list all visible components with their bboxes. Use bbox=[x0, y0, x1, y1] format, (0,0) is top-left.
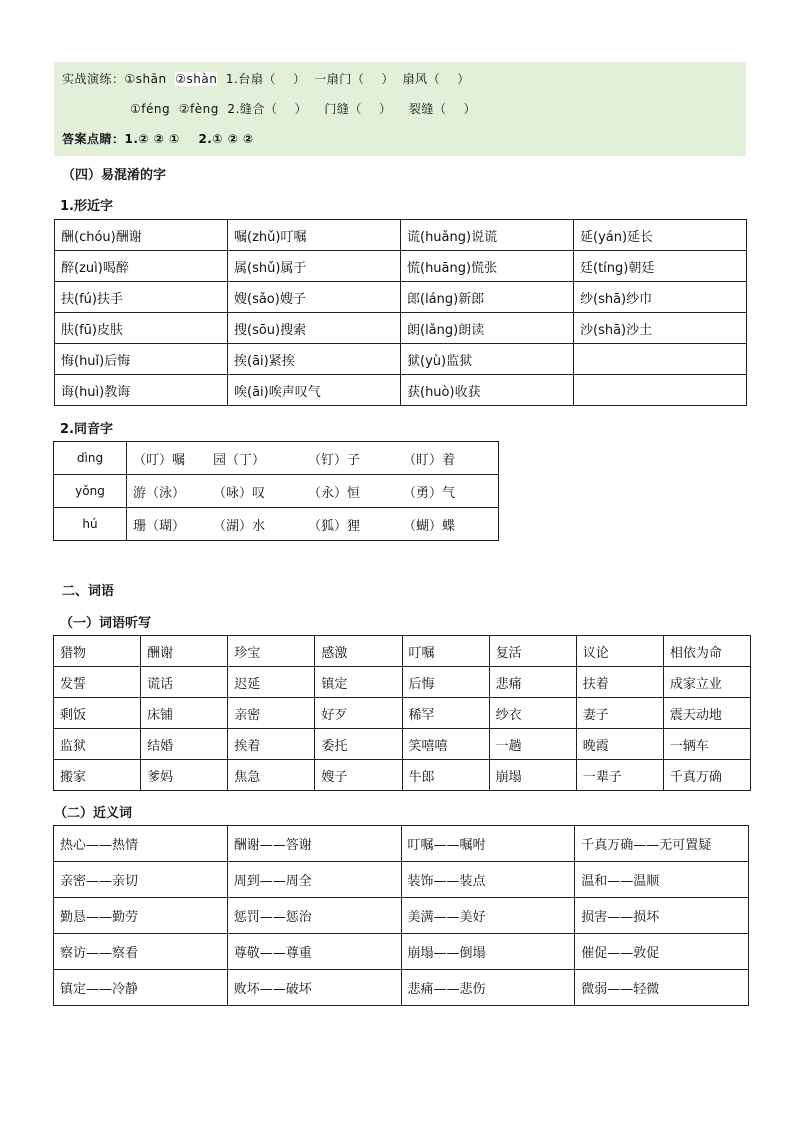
tongyin-words bbox=[127, 442, 499, 475]
tongyin-pinyin: dìng bbox=[54, 442, 127, 475]
tongyin-word: 园（丁） bbox=[213, 452, 266, 468]
tongyin-row bbox=[54, 442, 499, 475]
tingxie-word: 成家立业 bbox=[663, 667, 750, 698]
tingxie-word: 迟延 bbox=[228, 667, 315, 698]
jinyi-pair: 催促——敦促 bbox=[575, 934, 749, 970]
jinyi-pair: 崩塌——倒塌 bbox=[401, 934, 575, 970]
tingxie-word: 挨着 bbox=[228, 729, 315, 760]
practice-line-2-text: ①féng ②fèng 2.缝合（ ） 门缝（ ） 裂缝（ ） bbox=[130, 102, 477, 116]
xingjin-row bbox=[55, 344, 747, 375]
jinyi-pair: 叮嘱——嘱咐 bbox=[401, 826, 575, 862]
jinyi-pair: 千真万确——无可置疑 bbox=[575, 826, 749, 862]
tingxie-word: 嫂子 bbox=[315, 760, 402, 791]
practice-line-1-a: 实战演练：①shān bbox=[62, 72, 176, 86]
xingjin-cell: 谎(huǎng)说谎 bbox=[401, 220, 574, 251]
tingxie-word: 议论 bbox=[576, 636, 663, 667]
tongyin-word: 珊（瑚） bbox=[133, 518, 186, 534]
tingxie-word: 晚霞 bbox=[576, 729, 663, 760]
tingxie-word: 叮嘱 bbox=[402, 636, 489, 667]
tingxie-word: 委托 bbox=[315, 729, 402, 760]
jinyi-pair: 温和——温顺 bbox=[575, 862, 749, 898]
xingjin-cell: 嘱(zhǔ)叮嘱 bbox=[228, 220, 401, 251]
tingxie-word: 搬家 bbox=[54, 760, 141, 791]
jinyi-pair: 镇定——冷静 bbox=[54, 970, 228, 1006]
tingxie-word: 镇定 bbox=[315, 667, 402, 698]
xingjin-cell: 慌(huāng)慌张 bbox=[401, 251, 574, 282]
jinyi-pair: 惩罚——惩治 bbox=[227, 898, 401, 934]
tongyin-pinyin: yǒng bbox=[54, 475, 127, 508]
jinyi-pair: 尊敬——尊重 bbox=[227, 934, 401, 970]
jinyi-pair: 勤恳——勤劳 bbox=[54, 898, 228, 934]
xingjin-cell: 诲(huì)教诲 bbox=[55, 375, 228, 406]
tongyin-word: （咏）叹 bbox=[213, 485, 266, 501]
xingjin-cell: 廷(tíng)朝廷 bbox=[574, 251, 747, 282]
jinyi-pair: 败坏——破坏 bbox=[227, 970, 401, 1006]
tongyin-word: （勇）气 bbox=[403, 485, 456, 501]
tingxie-table bbox=[53, 635, 751, 791]
tongyin-word: （蝴）蝶 bbox=[403, 518, 456, 534]
tingxie-word: 崩塌 bbox=[489, 760, 576, 791]
xingjin-cell: 扶(fú)扶手 bbox=[55, 282, 228, 313]
tongyin-word: （叮）嘱 bbox=[133, 452, 186, 468]
tongyin-words bbox=[127, 475, 499, 508]
practice-line-1-b: 1.台扇（ ） 一扇门（ ） 扇风（ ） bbox=[217, 72, 470, 86]
tingxie-word: 发誓 bbox=[54, 667, 141, 698]
tingxie-word: 笑嘻嘻 bbox=[402, 729, 489, 760]
xingjin-cell: 悔(huǐ)后悔 bbox=[55, 344, 228, 375]
jinyi-pair: 察访——察看 bbox=[54, 934, 228, 970]
xingjin-cell: 延(yán)延长 bbox=[574, 220, 747, 251]
xingjin-cell: 搜(sōu)搜索 bbox=[228, 313, 401, 344]
tingxie-row bbox=[54, 760, 751, 791]
jinyi-pair: 酬谢——答谢 bbox=[227, 826, 401, 862]
xingjin-cell bbox=[574, 375, 747, 406]
xingjin-cell: 肤(fū)皮肤 bbox=[55, 313, 228, 344]
xingjin-row bbox=[55, 220, 747, 251]
tingxie-word: 复活 bbox=[489, 636, 576, 667]
xingjin-cell: 朗(lǎng)朗读 bbox=[401, 313, 574, 344]
xingjin-cell: 酬(chóu)酬谢 bbox=[55, 220, 228, 251]
xingjin-cell: 获(huò)收获 bbox=[401, 375, 574, 406]
jinyi-row bbox=[54, 934, 749, 970]
xingjin-row bbox=[55, 375, 747, 406]
xingjin-row bbox=[55, 251, 747, 282]
jinyi-pair: 热心——热情 bbox=[54, 826, 228, 862]
xingjin-cell: 嫂(sǎo)嫂子 bbox=[228, 282, 401, 313]
tongyin-word: （狐）狸 bbox=[308, 518, 361, 534]
practice-answer: 答案点睛：1.② ② ① 2.① ② ② bbox=[62, 132, 254, 146]
xingjin-cell bbox=[574, 344, 747, 375]
tongyin-table bbox=[53, 441, 499, 541]
jinyi-title: （二）近义词 bbox=[54, 806, 133, 821]
tingxie-word: 一辆车 bbox=[663, 729, 750, 760]
xingjin-row bbox=[55, 313, 747, 344]
jinyi-pair: 周到——周全 bbox=[227, 862, 401, 898]
jinyi-row bbox=[54, 898, 749, 934]
tongyin-word: （湖）水 bbox=[213, 518, 266, 534]
tingxie-word: 酬谢 bbox=[141, 636, 228, 667]
tingxie-word: 爹妈 bbox=[141, 760, 228, 791]
xingjin-cell: 醉(zuì)喝醉 bbox=[55, 251, 228, 282]
practice-line-1-highlight: ②shàn bbox=[175, 72, 218, 86]
xingjin-table bbox=[54, 219, 747, 406]
practice-line-1 bbox=[62, 67, 470, 91]
tongyin-word: （永）恒 bbox=[308, 485, 361, 501]
tingxie-word: 结婚 bbox=[141, 729, 228, 760]
tingxie-word: 好歹 bbox=[315, 698, 402, 729]
xingjin-cell: 挨(āi)紧挨 bbox=[228, 344, 401, 375]
tingxie-row bbox=[54, 636, 751, 667]
jinyi-pair: 悲痛——悲伤 bbox=[401, 970, 575, 1006]
tingxie-word: 一趟 bbox=[489, 729, 576, 760]
tingxie-word: 后悔 bbox=[402, 667, 489, 698]
tingxie-word: 剩饭 bbox=[54, 698, 141, 729]
tingxie-word: 扶着 bbox=[576, 667, 663, 698]
tongyin-word: （盯）着 bbox=[403, 452, 456, 468]
jinyi-row bbox=[54, 862, 749, 898]
jinyi-pair: 美满——美好 bbox=[401, 898, 575, 934]
tongyin-pinyin: hú bbox=[54, 508, 127, 541]
jinyi-row bbox=[54, 826, 749, 862]
tingxie-word: 监狱 bbox=[54, 729, 141, 760]
xingjin-cell: 郎(láng)新郎 bbox=[401, 282, 574, 313]
tingxie-word: 悲痛 bbox=[489, 667, 576, 698]
tingxie-word: 谎话 bbox=[141, 667, 228, 698]
jinyi-pair: 损害——损坏 bbox=[575, 898, 749, 934]
tingxie-word: 亲密 bbox=[228, 698, 315, 729]
tingxie-word: 妻子 bbox=[576, 698, 663, 729]
tingxie-word: 稀罕 bbox=[402, 698, 489, 729]
jinyi-pair: 装饰——装点 bbox=[401, 862, 575, 898]
tongyin-word: 游（泳） bbox=[133, 485, 186, 501]
tingxie-row bbox=[54, 729, 751, 760]
xingjin-title: 1.形近字 bbox=[60, 199, 113, 214]
tingxie-word: 牛郎 bbox=[402, 760, 489, 791]
tingxie-word: 相依为命 bbox=[663, 636, 750, 667]
tingxie-word: 纱衣 bbox=[489, 698, 576, 729]
practice-box bbox=[54, 62, 746, 156]
xingjin-cell: 唉(āi)唉声叹气 bbox=[228, 375, 401, 406]
xingjin-cell: 狱(yù)监狱 bbox=[401, 344, 574, 375]
xingjin-cell: 纱(shā)纱巾 bbox=[574, 282, 747, 313]
part2-title: 二、词语 bbox=[62, 584, 115, 599]
xingjin-cell: 属(shǔ)属于 bbox=[228, 251, 401, 282]
tongyin-row bbox=[54, 475, 499, 508]
tingxie-word: 珍宝 bbox=[228, 636, 315, 667]
tingxie-word: 焦急 bbox=[228, 760, 315, 791]
tingxie-title: （一）词语听写 bbox=[60, 616, 152, 631]
tongyin-words bbox=[127, 508, 499, 541]
tingxie-word: 猎物 bbox=[54, 636, 141, 667]
practice-line-2 bbox=[62, 97, 476, 121]
tongyin-word: （钉）子 bbox=[308, 452, 361, 468]
jinyi-row bbox=[54, 970, 749, 1006]
tingxie-row bbox=[54, 667, 751, 698]
tingxie-word: 千真万确 bbox=[663, 760, 750, 791]
tingxie-word: 感激 bbox=[315, 636, 402, 667]
tingxie-row bbox=[54, 698, 751, 729]
tingxie-word: 床铺 bbox=[141, 698, 228, 729]
xingjin-row bbox=[55, 282, 747, 313]
jinyi-pair: 微弱——轻微 bbox=[575, 970, 749, 1006]
tongyin-row bbox=[54, 508, 499, 541]
jinyi-table bbox=[53, 825, 749, 1006]
section4-title: （四）易混淆的字 bbox=[62, 168, 167, 183]
tingxie-word: 震天动地 bbox=[663, 698, 750, 729]
tongyin-title: 2.同音字 bbox=[60, 422, 113, 437]
xingjin-cell: 沙(shā)沙土 bbox=[574, 313, 747, 344]
tingxie-word: 一辈子 bbox=[576, 760, 663, 791]
jinyi-pair: 亲密——亲切 bbox=[54, 862, 228, 898]
